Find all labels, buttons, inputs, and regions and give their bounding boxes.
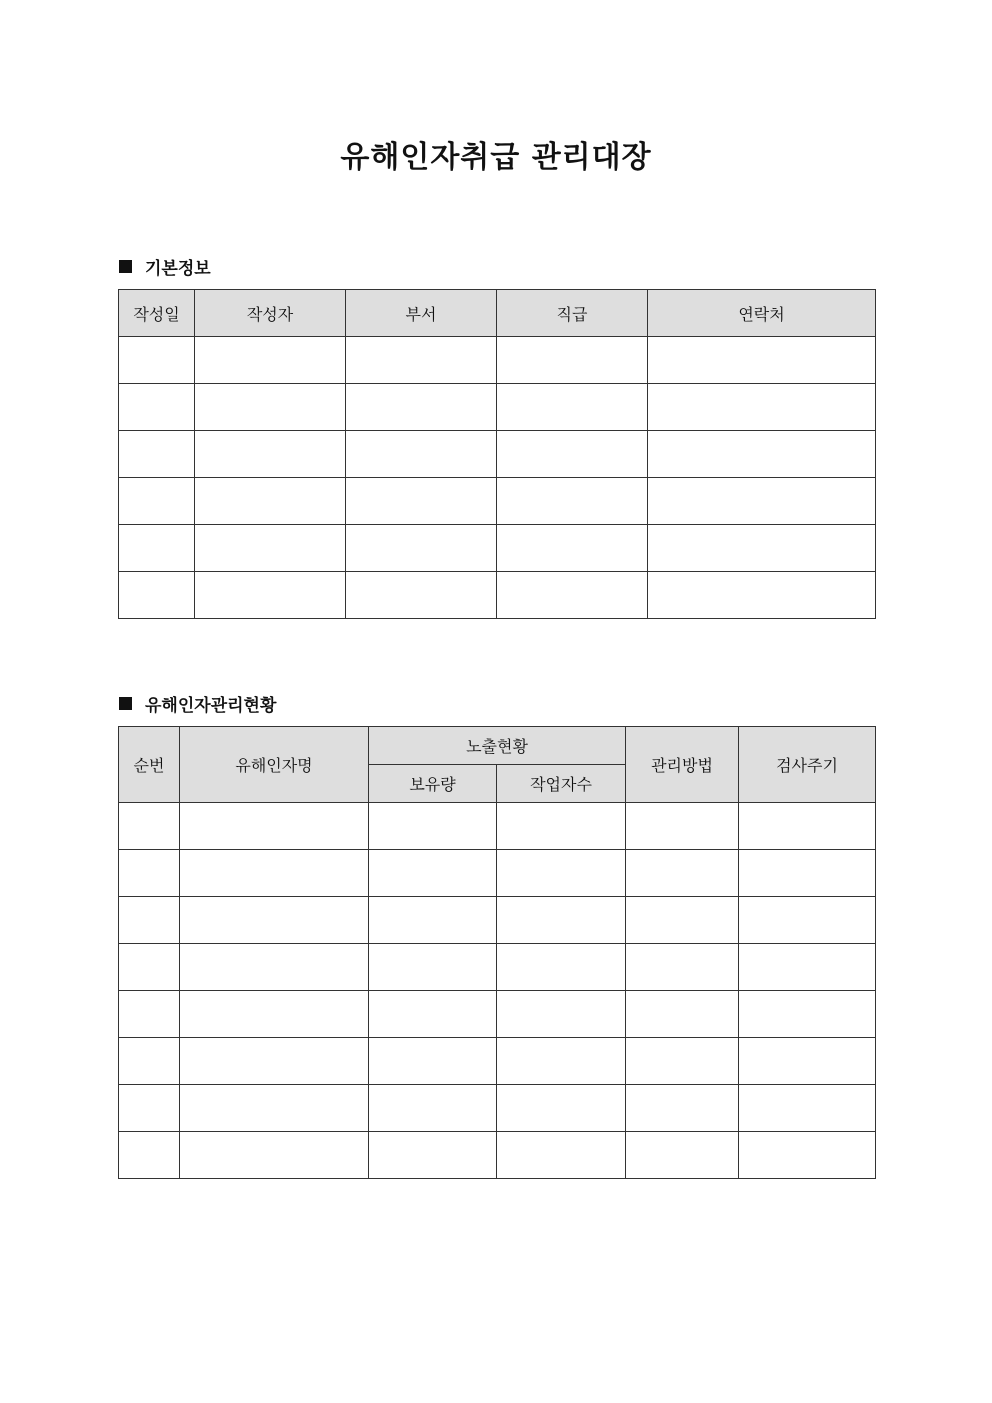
basic-info-table <box>118 289 876 619</box>
table-row <box>119 897 876 944</box>
table-cell[interactable] <box>119 897 180 944</box>
table-cell[interactable] <box>180 991 369 1038</box>
table-cell[interactable] <box>497 944 626 991</box>
table-cell[interactable] <box>180 944 369 991</box>
table-cell[interactable] <box>497 525 648 572</box>
table-cell[interactable] <box>739 803 876 850</box>
table-cell[interactable] <box>195 384 346 431</box>
table-cell[interactable] <box>119 1132 180 1179</box>
table-cell[interactable] <box>195 525 346 572</box>
table-cell[interactable] <box>497 572 648 619</box>
table-cell[interactable] <box>648 478 876 525</box>
hazard-management-table <box>118 726 876 1179</box>
column-header: 작성자 <box>195 290 346 337</box>
table-cell[interactable] <box>739 1038 876 1085</box>
table-cell[interactable] <box>119 525 195 572</box>
table-cell[interactable] <box>497 1038 626 1085</box>
table-cell[interactable] <box>369 803 497 850</box>
column-header-no: 순번 <box>119 727 180 803</box>
table-cell[interactable] <box>626 897 739 944</box>
table-cell[interactable] <box>739 897 876 944</box>
table-row <box>119 944 876 991</box>
table-cell[interactable] <box>119 991 180 1038</box>
black-square-icon <box>119 260 132 273</box>
table-cell[interactable] <box>119 803 180 850</box>
column-header: 작성일 <box>119 290 195 337</box>
table-cell[interactable] <box>180 850 369 897</box>
table-header-row <box>119 727 876 765</box>
table-cell[interactable] <box>739 1132 876 1179</box>
table-row <box>119 803 876 850</box>
column-header: 직급 <box>497 290 648 337</box>
table-cell[interactable] <box>497 1132 626 1179</box>
table-cell[interactable] <box>626 1038 739 1085</box>
section-heading-label: 기본정보 <box>145 259 211 279</box>
table-cell[interactable] <box>497 431 648 478</box>
column-header-exposure: 노출현황 <box>369 727 626 765</box>
table-cell[interactable] <box>180 1085 369 1132</box>
column-header-quantity: 보유량 <box>369 765 497 803</box>
table-cell[interactable] <box>119 337 195 384</box>
table-cell[interactable] <box>739 944 876 991</box>
table-cell[interactable] <box>497 1085 626 1132</box>
table-cell[interactable] <box>119 431 195 478</box>
table-cell[interactable] <box>346 478 497 525</box>
table-cell[interactable] <box>497 897 626 944</box>
table-row <box>119 431 876 478</box>
table-row <box>119 850 876 897</box>
table-cell[interactable] <box>626 944 739 991</box>
table-cell[interactable] <box>497 478 648 525</box>
table-cell[interactable] <box>119 572 195 619</box>
table-cell[interactable] <box>497 803 626 850</box>
table-cell[interactable] <box>648 431 876 478</box>
table-cell[interactable] <box>119 850 180 897</box>
table-cell[interactable] <box>626 991 739 1038</box>
table-header-row <box>119 290 876 337</box>
table-cell[interactable] <box>180 803 369 850</box>
table-cell[interactable] <box>195 337 346 384</box>
table-cell[interactable] <box>346 384 497 431</box>
table-row <box>119 478 876 525</box>
table-cell[interactable] <box>195 478 346 525</box>
table-cell[interactable] <box>119 944 180 991</box>
page-title: 유해인자취급 관리대장 <box>340 140 652 175</box>
black-square-icon <box>119 697 132 710</box>
table-cell[interactable] <box>180 1132 369 1179</box>
table-cell[interactable] <box>369 1085 497 1132</box>
table-cell[interactable] <box>626 1085 739 1132</box>
table-cell[interactable] <box>739 991 876 1038</box>
column-header: 부서 <box>346 290 497 337</box>
table-cell[interactable] <box>648 572 876 619</box>
table-cell[interactable] <box>346 525 497 572</box>
table-cell[interactable] <box>119 1085 180 1132</box>
table-cell[interactable] <box>497 850 626 897</box>
table-cell[interactable] <box>180 897 369 944</box>
table-cell[interactable] <box>119 1038 180 1085</box>
table-cell[interactable] <box>626 1132 739 1179</box>
table-cell[interactable] <box>369 850 497 897</box>
table-cell[interactable] <box>497 337 648 384</box>
table-row <box>119 525 876 572</box>
table-cell[interactable] <box>369 1038 497 1085</box>
table-cell[interactable] <box>648 525 876 572</box>
table-row <box>119 991 876 1038</box>
table-row <box>119 1038 876 1085</box>
section-heading-hazard <box>119 691 276 716</box>
column-header-name: 유해인자명 <box>180 727 369 803</box>
column-header-method: 관리방법 <box>626 727 739 803</box>
column-header: 연락처 <box>648 290 876 337</box>
table-cell[interactable] <box>119 478 195 525</box>
table-cell[interactable] <box>739 850 876 897</box>
column-header-workers: 작업자수 <box>497 765 626 803</box>
table-row <box>119 572 876 619</box>
table-cell[interactable] <box>648 384 876 431</box>
table-cell[interactable] <box>369 1132 497 1179</box>
table-cell[interactable] <box>648 337 876 384</box>
table-row <box>119 384 876 431</box>
table-row <box>119 1085 876 1132</box>
table-cell[interactable] <box>626 850 739 897</box>
section-heading-label: 유해인자관리현황 <box>145 696 277 716</box>
table-cell[interactable] <box>626 803 739 850</box>
table-row <box>119 337 876 384</box>
section-heading-basic-info <box>119 254 211 279</box>
table-cell[interactable] <box>346 337 497 384</box>
table-cell[interactable] <box>497 991 626 1038</box>
table-cell[interactable] <box>369 991 497 1038</box>
table-cell[interactable] <box>369 944 497 991</box>
column-header-cycle: 검사주기 <box>739 727 876 803</box>
table-cell[interactable] <box>195 572 346 619</box>
table-cell[interactable] <box>119 384 195 431</box>
table-row <box>119 1132 876 1179</box>
table-cell[interactable] <box>195 431 346 478</box>
table-cell[interactable] <box>739 1085 876 1132</box>
table-cell[interactable] <box>346 431 497 478</box>
table-cell[interactable] <box>369 897 497 944</box>
table-cell[interactable] <box>497 384 648 431</box>
table-cell[interactable] <box>346 572 497 619</box>
table-cell[interactable] <box>180 1038 369 1085</box>
